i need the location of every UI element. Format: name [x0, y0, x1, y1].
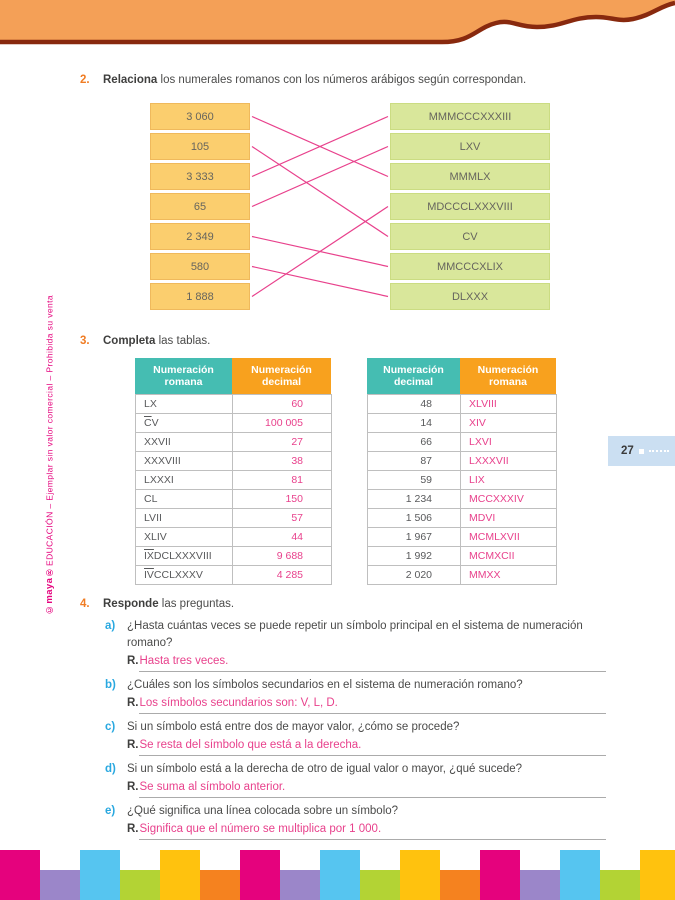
table-row [367, 490, 557, 509]
roman-numeral-cell [136, 433, 233, 451]
roman-answer-cell: MCCXXXIV [461, 490, 557, 508]
arabic-number-box: 1 888 [150, 283, 250, 310]
footer-bar [80, 850, 120, 900]
roman-answer-cell: XLVIII [461, 395, 557, 413]
answer-label: R. [127, 655, 139, 667]
footer-bar [0, 850, 40, 900]
roman-numeral-box: CV [390, 223, 550, 250]
footer-bar [480, 850, 520, 900]
question-letter: b) [105, 679, 116, 691]
roman-answer-cell: MCMXCII [461, 547, 557, 565]
table-decimal-to-roman [367, 358, 557, 585]
page-number-badge [608, 436, 675, 466]
exercise3-heading [80, 335, 210, 347]
question-letter: c) [105, 721, 116, 733]
roman-numeral-text: CCLXXXV [153, 569, 203, 581]
answer-text: Se suma al símbolo anterior. [139, 778, 607, 798]
table-row [135, 414, 332, 433]
exercise-verb: Completa [103, 335, 156, 347]
decimal-answer-cell: 4 285 [233, 566, 332, 584]
exercise4-heading [80, 598, 234, 610]
question-item [105, 677, 615, 714]
roman-numeral-box: MMMLX [390, 163, 550, 190]
decimal-answer-cell: 57 [233, 509, 332, 527]
table-row [135, 509, 332, 528]
roman-numeral-text: XLIV [144, 531, 167, 543]
roman-answer-cell: MMXX [461, 566, 557, 584]
footer-bar [320, 850, 360, 900]
roman-numeral-cell [136, 528, 233, 546]
exercise-number: 3. [80, 335, 90, 347]
decimal-number-cell: 87 [368, 452, 461, 470]
roman-numeral-text: LXXXI [144, 474, 174, 486]
footer-bar [560, 850, 600, 900]
question-text: Si un símbolo está entre dos de mayor valor, ¿cómo se procede? [127, 721, 460, 733]
roman-numeral-cell [136, 547, 233, 565]
copyright-side-text [44, 280, 55, 630]
footer-bar [400, 850, 440, 900]
decimal-answer-cell: 60 [233, 395, 332, 413]
roman-numeral-text: XXVII [144, 436, 171, 448]
table-row [135, 395, 332, 414]
roman-numeral-cell [136, 414, 233, 432]
roman-numeral-cell [136, 471, 233, 489]
header-wave-decoration [0, 0, 675, 50]
column-header-roman: Numeración romana [460, 358, 556, 394]
roman-answer-cell: LIX [461, 471, 557, 489]
footer-bar [440, 870, 480, 900]
arabic-number-box: 105 [150, 133, 250, 160]
decimal-answer-cell: 81 [233, 471, 332, 489]
decimal-number-cell: 1 234 [368, 490, 461, 508]
decimal-number-cell: 66 [368, 433, 461, 451]
table-header-row [367, 358, 557, 394]
question-item [105, 618, 615, 672]
table-row [367, 566, 557, 585]
question-letter: d) [105, 763, 116, 775]
column-header-decimal: Numeración decimal [232, 358, 331, 394]
roman-numeral-box: MMMCCCXXXIII [390, 103, 550, 130]
decimal-answer-cell: 27 [233, 433, 332, 451]
roman-numeral-cell [136, 395, 233, 413]
decimal-number-cell: 1 967 [368, 528, 461, 546]
table-row [367, 452, 557, 471]
roman-numeral-box: MDCCCLXXXVIII [390, 193, 550, 220]
roman-numeral-box: DLXXX [390, 283, 550, 310]
roman-answer-cell: XIV [461, 414, 557, 432]
decimal-number-cell: 2 020 [368, 566, 461, 584]
roman-numeral-cell [136, 490, 233, 508]
roman-answer-cell: LXXXVII [461, 452, 557, 470]
answer-text: Los símbolos secundarios son: V, L, D. [139, 694, 607, 714]
decimal-number-cell: 1 992 [368, 547, 461, 565]
exercise-verb: Relaciona [103, 74, 158, 86]
decimal-answer-cell: 44 [233, 528, 332, 546]
footer-bar [200, 870, 240, 900]
decimal-number-cell: 1 506 [368, 509, 461, 527]
decimal-answer-cell: 150 [233, 490, 332, 508]
exercise-instruction: las tablas. [155, 335, 211, 347]
footer-bar [640, 850, 675, 900]
column-header-decimal: Numeración decimal [367, 358, 460, 394]
question-letter: a) [105, 620, 116, 632]
decimal-answer-cell: 9 688 [233, 547, 332, 565]
answer-text: Hasta tres veces. [139, 652, 607, 672]
question-text: ¿Hasta cuántas veces se puede repetir un símbolo principal en el sistema de numeración romano? [127, 620, 583, 649]
exercise-instruction: los numerales romanos con los números arábigos según correspondan. [157, 74, 527, 86]
table-body [135, 394, 332, 585]
question-text: ¿Qué significa una línea colocada sobre un símbolo? [127, 805, 399, 817]
decimal-number-cell: 59 [368, 471, 461, 489]
exercise-instruction: las preguntas. [158, 598, 235, 610]
table-row [135, 566, 332, 585]
roman-answer-cell: LXVI [461, 433, 557, 451]
table-row [367, 547, 557, 566]
roman-answer-cell: MDVI [461, 509, 557, 527]
table-header-row [135, 358, 332, 394]
roman-numerals-column [390, 103, 550, 310]
decimal-number-cell: 48 [368, 395, 461, 413]
table-row [367, 509, 557, 528]
question-item [105, 761, 615, 798]
table-row [135, 452, 332, 471]
arabic-number-box: 65 [150, 193, 250, 220]
exercise-number: 2. [80, 74, 90, 86]
page-number: 27 [621, 445, 634, 457]
exercise-number: 4. [80, 598, 90, 610]
answer-label: R. [127, 823, 139, 835]
questions-list [105, 618, 615, 845]
matching-exercise [150, 103, 550, 316]
exercise2-heading [80, 74, 526, 86]
arabic-numbers-column [150, 103, 250, 310]
decimal-number-cell: 14 [368, 414, 461, 432]
overlined-numeral: $\overline{C}$ [144, 417, 152, 429]
table-row [367, 471, 557, 490]
dot-leader-icon [639, 449, 644, 454]
question-text: Si un símbolo está a la derecha de otro de igual valor o mayor, ¿qué sucede? [127, 763, 523, 775]
dotted-leader-line [649, 450, 669, 452]
table-row [367, 528, 557, 547]
arabic-number-box: 2 349 [150, 223, 250, 250]
answer-label: R. [127, 739, 139, 751]
footer-bar [600, 870, 640, 900]
footer-bar [280, 870, 320, 900]
footer-bar [40, 870, 80, 900]
table-row [367, 414, 557, 433]
table-roman-to-decimal [135, 358, 332, 585]
answer-label: R. [127, 697, 139, 709]
roman-numeral-text: XXXVIII [144, 455, 181, 467]
column-header-roman: Numeración romana [135, 358, 232, 394]
table-row [367, 433, 557, 452]
roman-numeral-box: LXV [390, 133, 550, 160]
roman-answer-cell: MCMLXVII [461, 528, 557, 546]
footer-bar [240, 850, 280, 900]
roman-numeral-text: CL [144, 493, 158, 505]
roman-numeral-box: MMCCCXLIX [390, 253, 550, 280]
roman-numeral-text: LVII [144, 512, 162, 524]
table-row [135, 433, 332, 452]
roman-numeral-text: DCLXXXVIII [153, 550, 212, 562]
exercise-verb: Responde [103, 598, 159, 610]
roman-numeral-cell [136, 509, 233, 527]
table-row [135, 547, 332, 566]
question-text: ¿Cuáles son los símbolos secundarios en el sistema de numeración romano? [127, 679, 523, 691]
table-row [135, 490, 332, 509]
table-row [135, 471, 332, 490]
question-item [105, 719, 615, 756]
table-row [367, 395, 557, 414]
arabic-number-box: 3 060 [150, 103, 250, 130]
answer-text: Se resta del símbolo que está a la derecha. [139, 736, 607, 756]
arabic-number-box: 580 [150, 253, 250, 280]
decimal-answer-cell: 100 005 [233, 414, 332, 432]
answer-label: R. [127, 781, 139, 793]
decimal-answer-cell: 38 [233, 452, 332, 470]
answer-text: Significa que el número se multiplica por 1 000. [139, 820, 607, 840]
roman-numeral-cell [136, 452, 233, 470]
footer-bar [360, 870, 400, 900]
table-body [367, 394, 557, 585]
footer-bar [120, 870, 160, 900]
arabic-number-box: 3 333 [150, 163, 250, 190]
overlined-numeral: $\overline{IX}$ [144, 550, 154, 562]
overlined-numeral: $\overline{IV}$ [144, 569, 154, 581]
table-row [135, 528, 332, 547]
roman-numeral-text: LX [144, 398, 157, 410]
question-item [105, 803, 615, 840]
question-letter: e) [105, 805, 116, 817]
roman-numeral-text: V [151, 417, 159, 429]
copyright-text: EDUCACIÓN – Ejemplar sin valor comercial – Prohibida su venta [44, 295, 55, 567]
footer-decoration-bars [0, 850, 675, 900]
footer-bar [520, 870, 560, 900]
publisher-logo-text: ©maya® [44, 566, 55, 615]
footer-bar [160, 850, 200, 900]
roman-numeral-cell [136, 566, 233, 584]
